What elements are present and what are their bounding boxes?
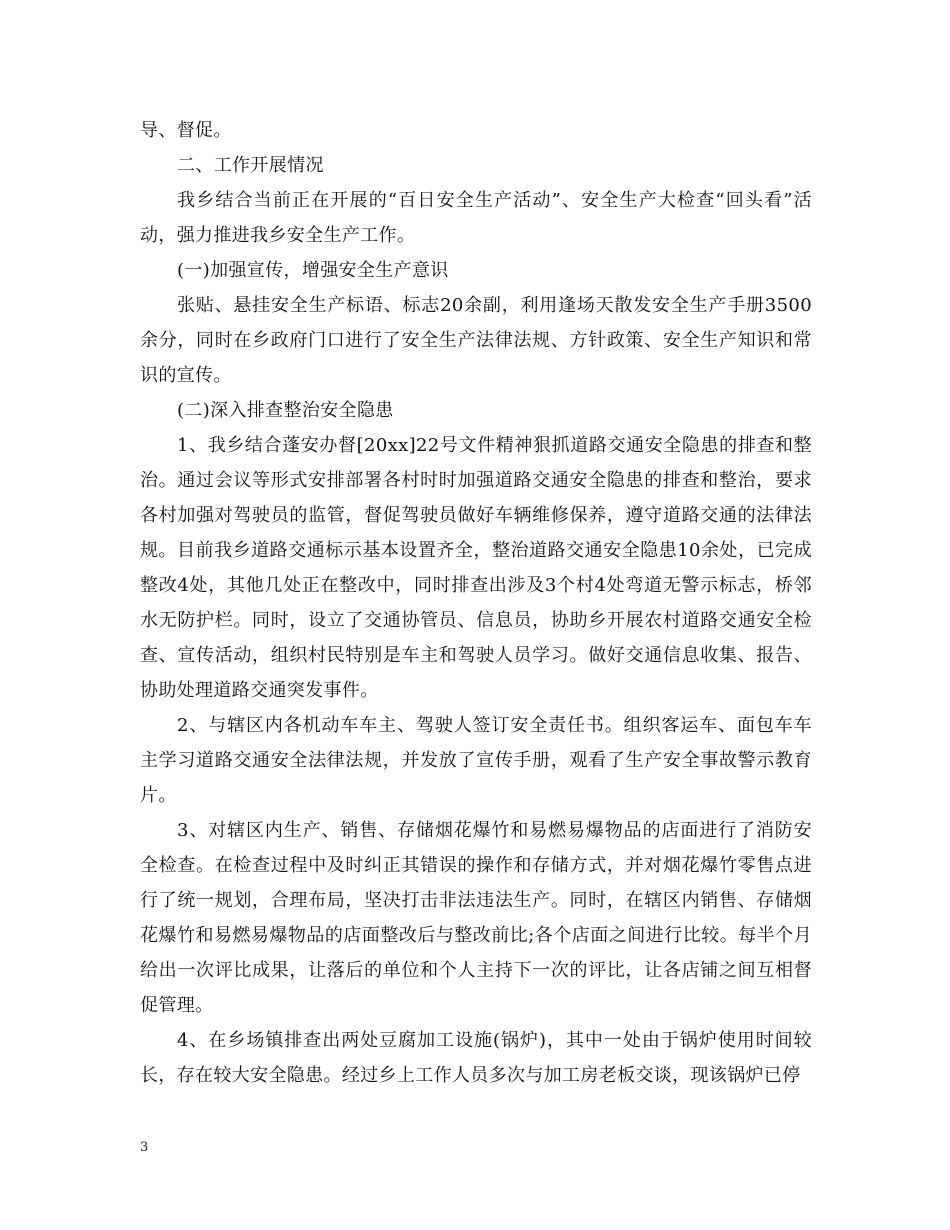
paragraph: 张贴、悬挂安全生产标语、标志20余副，利用逢场天散发安全生产手册3500余分，同时在乡政府门口进行了安全生产法律法规、方针政策、安全生产知识和常识的宣传。 — [140, 295, 812, 386]
section-heading: 二、工作开展情况 — [177, 155, 324, 176]
subsection-heading: (一)加强宣传，增强安全生产意识 — [177, 260, 449, 281]
page-number: 3 — [140, 1140, 149, 1155]
paragraph: 我乡结合当前正在开展的“百日安全生产活动”、安全生产大检查“回头看”活动，强力推进我乡安全生产工作。 — [140, 190, 812, 246]
subsection-heading: (二)深入排查整治安全隐患 — [177, 400, 394, 421]
paragraph: 4、在乡场镇排查出两处豆腐加工设施(锅炉)，其中一处由于锅炉使用时间较长，存在较大安全隐患。经过乡上工作人员多次与加工房老板交谈，现该锅炉已停 — [140, 1030, 812, 1086]
paragraph: 2、与辖区内各机动车车主、驾驶人签订安全责任书。组织客运车、面包车车主学习道路交通安全法律法规，并发放了宣传手册，观看了生产安全事故警示教育片。 — [140, 715, 812, 806]
paragraph: 3、对辖区内生产、销售、存储烟花爆竹和易燃易爆物品的店面进行了消防安全检查。在检查过程中及时纠正其错误的操作和存储方式，并对烟花爆竹零售点进行了统一规划，合理布局，坚决打击非法违法生产。同时，在辖区内销售、存储烟花爆竹和易燃易爆物品的店面整改后与整改前比;各个店面之间进行比较。每半个月给出一次评比成果，让落后的单位和个人主持下一次的评比，让各店铺之间互相督促管理。 — [140, 820, 812, 1016]
paragraph: 导、督促。 — [140, 120, 232, 141]
paragraph: 1、我乡结合蓬安办督[20xx]22号文件精神狠抓道路交通安全隐患的排查和整治。通过会议等形式安排部署各村时时加强道路交通安全隐患的排查和整治，要求各村加强对驾驶员的监管，督促驾驶员做好车辆维修保养，遵守道路交通的法律法规。目前我乡道路交通标示基本设置齐全，整治道路交通安全隐患10余处，已完成整改4处，其他几处正在整改中，同时排查出涉及3个村4处弯道无警示标志，桥邻水无防护栏。同时，设立了交通协管员、信息员，协助乡开展农村道路交通安全检查、宣传活动，组织村民特别是车主和驾驶人员学习。做好交通信息收集、报告、协助处理道路交通突发事件。 — [140, 435, 812, 701]
document-body — [140, 113, 812, 1093]
